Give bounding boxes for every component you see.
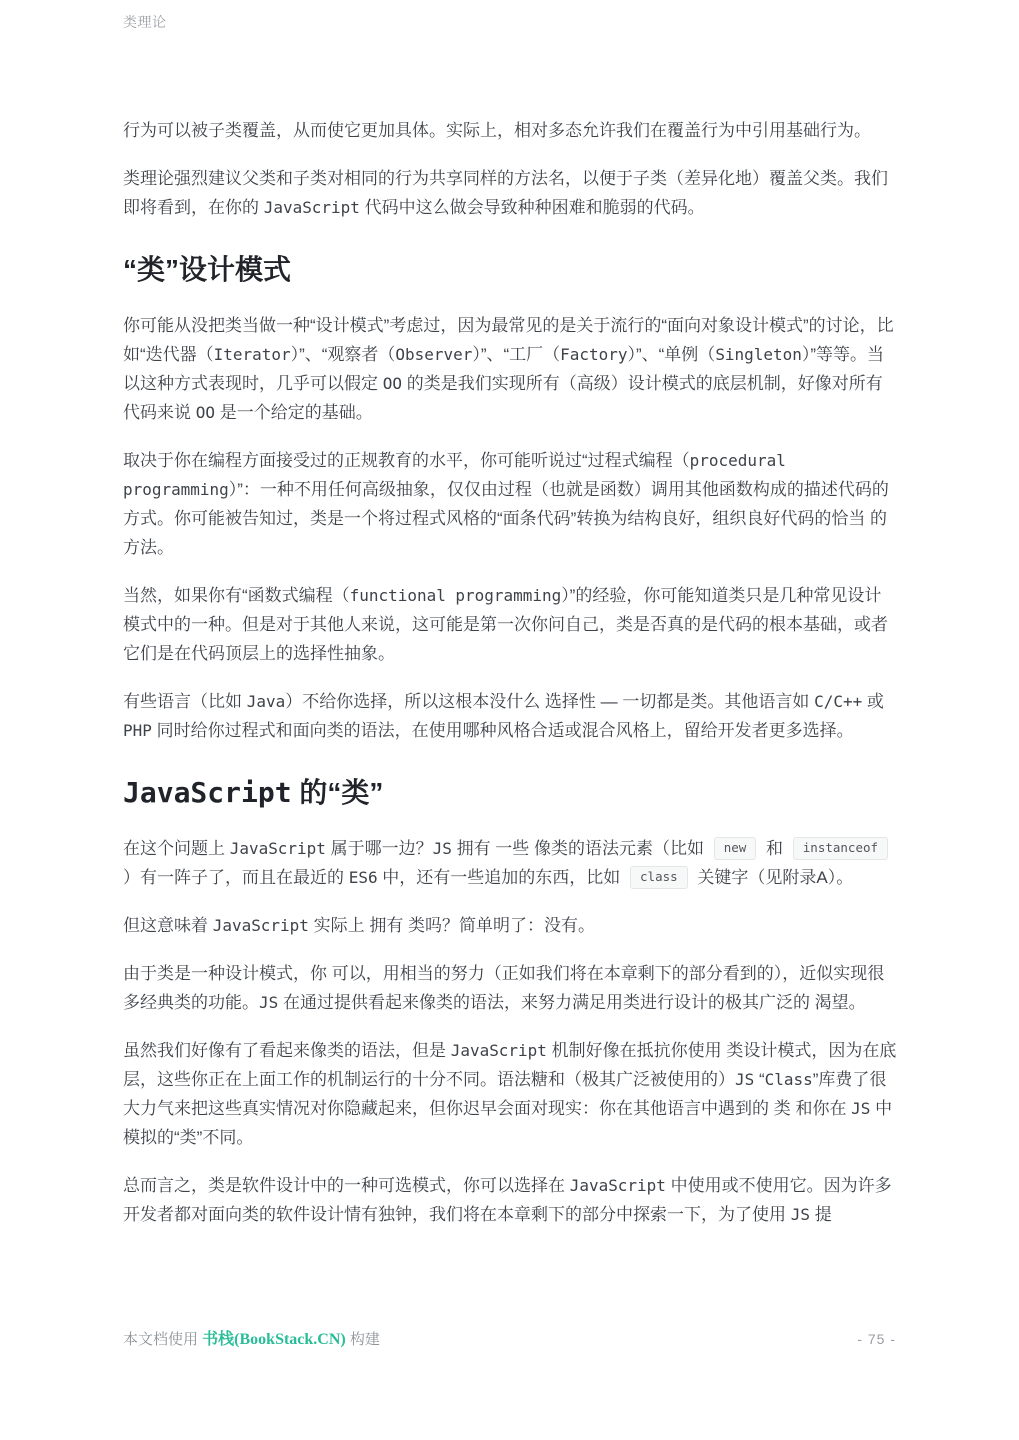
paragraph	[123, 116, 897, 145]
text-run: ”库费了很大力气来把这些真实情况对你隐藏起来，但你迟早会面对现实：你在其他语言中遇到的 类 和你在	[123, 1070, 887, 1118]
inline-latin-term: JS	[790, 1205, 810, 1224]
text-run: 你可能从没把类当做一种“设计模式”考虑过，因为最常见的是关于流行的“面向对象设计模式”的讨论，比如“迭代器（	[123, 316, 894, 364]
inline-latin-term: C/C++	[814, 692, 863, 711]
inline-latin-term: ES6	[348, 868, 378, 887]
paragraph	[123, 311, 897, 427]
page-number: - 75 -	[857, 1331, 896, 1347]
inline-latin-term: PHP	[123, 721, 152, 740]
text-run: 同时给你过程式和面向类的语法，在使用哪种风格合适或混合风格上，留给开发者更多选择。	[151, 721, 854, 740]
inline-latin-term: JS	[259, 993, 279, 1012]
inline-latin-term: functional programming	[349, 586, 562, 605]
inline-latin-term: Singleton	[715, 345, 802, 364]
section-heading	[123, 250, 897, 289]
text-run: 虽然我们好像有了看起来像类的语法，但是	[123, 1041, 451, 1060]
text-run: 或	[862, 692, 884, 711]
chapter-title: 类理论	[123, 14, 167, 30]
paragraph	[123, 1171, 897, 1229]
text-run: ）”：一种不用任何高级抽象，仅仅由过程（也就是函数）调用其他函数构成的描述代码的方式。你可能被告知过，类是一个将过程式风格的“面条代码”转换为结构良好，组织良好代码的恰当 的方法。	[123, 480, 889, 557]
text-run: ）”、“观察者（	[290, 345, 396, 364]
text-run: 中，还有一些追加的东西，比如	[377, 868, 626, 887]
text-run: ）有一阵子了，而且在最近的	[123, 868, 349, 887]
text-run: 是一个给定的基础。	[214, 403, 373, 422]
paragraph	[123, 164, 897, 222]
text-run: 的类是我们实现所有（高级）设计模式的底层机制，好像对所有代码来说	[123, 374, 883, 422]
inline-latin-term: Factory	[560, 345, 628, 364]
text-run: 实际上 拥有 类吗？简单明了：没有。	[308, 916, 596, 935]
text-run: “类”设计模式	[123, 254, 292, 285]
inline-latin-term: JavaScript	[229, 839, 326, 858]
text-run: 中使用或不使用它。因为许多开发者都对面向类的软件设计情有独钟，我们将在本章剩下的部分中探索一下，为了使用	[123, 1176, 892, 1224]
paragraph	[123, 581, 897, 668]
text-run: 行为可以被子类覆盖，从而使它更加具体。实际上，相对多态允许我们在覆盖行为中引用基础行为。	[123, 121, 871, 140]
text-run: 代码中这么做会导致种种困难和脆弱的代码。	[359, 198, 705, 217]
text-run: 取决于你在编程方面接受过的正规教育的水平，你可能听说过“过程式编程（	[123, 451, 690, 470]
text-run: 关键字（见附录A）。	[692, 868, 854, 887]
page-footer	[123, 1326, 896, 1349]
credit-prefix: 本文档使用	[123, 1331, 203, 1348]
text-run: 在这个问题上	[123, 839, 230, 858]
inline-code-badge: new	[714, 837, 757, 860]
paragraph	[123, 911, 897, 940]
inline-code-badge: class	[630, 866, 688, 889]
text-run: 当然，如果你有“函数式编程（	[123, 586, 350, 605]
inline-latin-term: JavaScript	[450, 1041, 547, 1060]
text-run: 有些语言（比如	[123, 692, 247, 711]
inline-latin-term: JS	[851, 1099, 871, 1118]
text-run: ）”等等。当以这种方式表现时，几乎可以假定	[123, 345, 885, 393]
text-run: “	[754, 1070, 765, 1089]
inline-latin-term: JavaScript	[212, 916, 309, 935]
paragraph	[123, 959, 897, 1017]
text-run: 提	[809, 1205, 832, 1224]
inline-code-badge: instanceof	[793, 837, 888, 860]
document-body	[123, 0, 897, 1248]
paragraph	[123, 834, 897, 892]
inline-latin-term: JavaScript	[263, 198, 360, 217]
text-run: 和	[761, 839, 788, 858]
inline-latin-term: procedural programming	[123, 451, 786, 499]
inline-latin-term: JavaScript	[569, 1176, 666, 1195]
text-run: 在通过提供看起来像类的语法，来努力满足用类进行设计的极其广泛的 渴望。	[278, 993, 866, 1012]
inline-latin-term: JS	[735, 1070, 755, 1089]
section-heading	[123, 773, 897, 812]
text-run: 但这意味着	[123, 916, 213, 935]
inline-latin-term: Iterator	[213, 345, 291, 364]
text-run: 机制好像在抵抗你使用 类设计模式，因为在底层，这些你正在上面工作的机制运行的十分不同。语法糖和（极其广泛被使用的）	[123, 1041, 897, 1089]
paragraph	[123, 446, 897, 562]
text-run: 类理论强烈建议父类和子类对相同的行为共享同样的方法名，以便于子类（差异化地）覆盖父类。我们即将看到，在你的	[123, 169, 888, 217]
inline-latin-term: Observer	[395, 345, 473, 364]
text-run: ）”、“工厂（	[472, 345, 561, 364]
credit-suffix: 构建	[345, 1331, 380, 1348]
paragraph	[123, 687, 897, 745]
inline-latin-term: OO	[382, 374, 402, 393]
text-run: 拥有 一些 像类的语法元素（比如	[451, 839, 709, 858]
inline-latin-term: Class	[764, 1070, 813, 1089]
bookstack-link[interactable]: 书栈(BookStack.CN)	[202, 1331, 346, 1348]
inline-latin-term: Java	[246, 692, 286, 711]
paragraph	[123, 1036, 897, 1152]
text-run: 属于哪一边？	[325, 839, 433, 858]
text-run: ）不给你选择，所以这根本没什么 选择性 — 一切都是类。其他语言如	[285, 692, 815, 711]
inline-latin-term: OO	[195, 403, 215, 422]
text-run: 由于类是一种设计模式，你 可以，用相当的努力（正如我们将在本章剩下的部分看到的），近似实现很多经典类的功能。	[123, 964, 885, 1012]
text-run: ）”的经验，你可能知道类只是几种常见设计模式中的一种。但是对于其他人来说，这可能是第一次你问自己，类是否真的是代码的根本基础，或者它们是在代码顶层上的选择性抽象。	[123, 586, 888, 663]
text-run: ）”、“单例（	[627, 345, 716, 364]
text-run: 中模拟的“类”不同。	[123, 1099, 893, 1147]
text-run: 总而言之，类是软件设计中的一种可选模式，你可以选择在	[123, 1176, 570, 1195]
inline-latin-term: JS	[432, 839, 452, 858]
text-run: 的“类”	[291, 777, 384, 808]
build-credit	[123, 1326, 380, 1349]
inline-latin-term: JavaScript	[123, 776, 292, 809]
